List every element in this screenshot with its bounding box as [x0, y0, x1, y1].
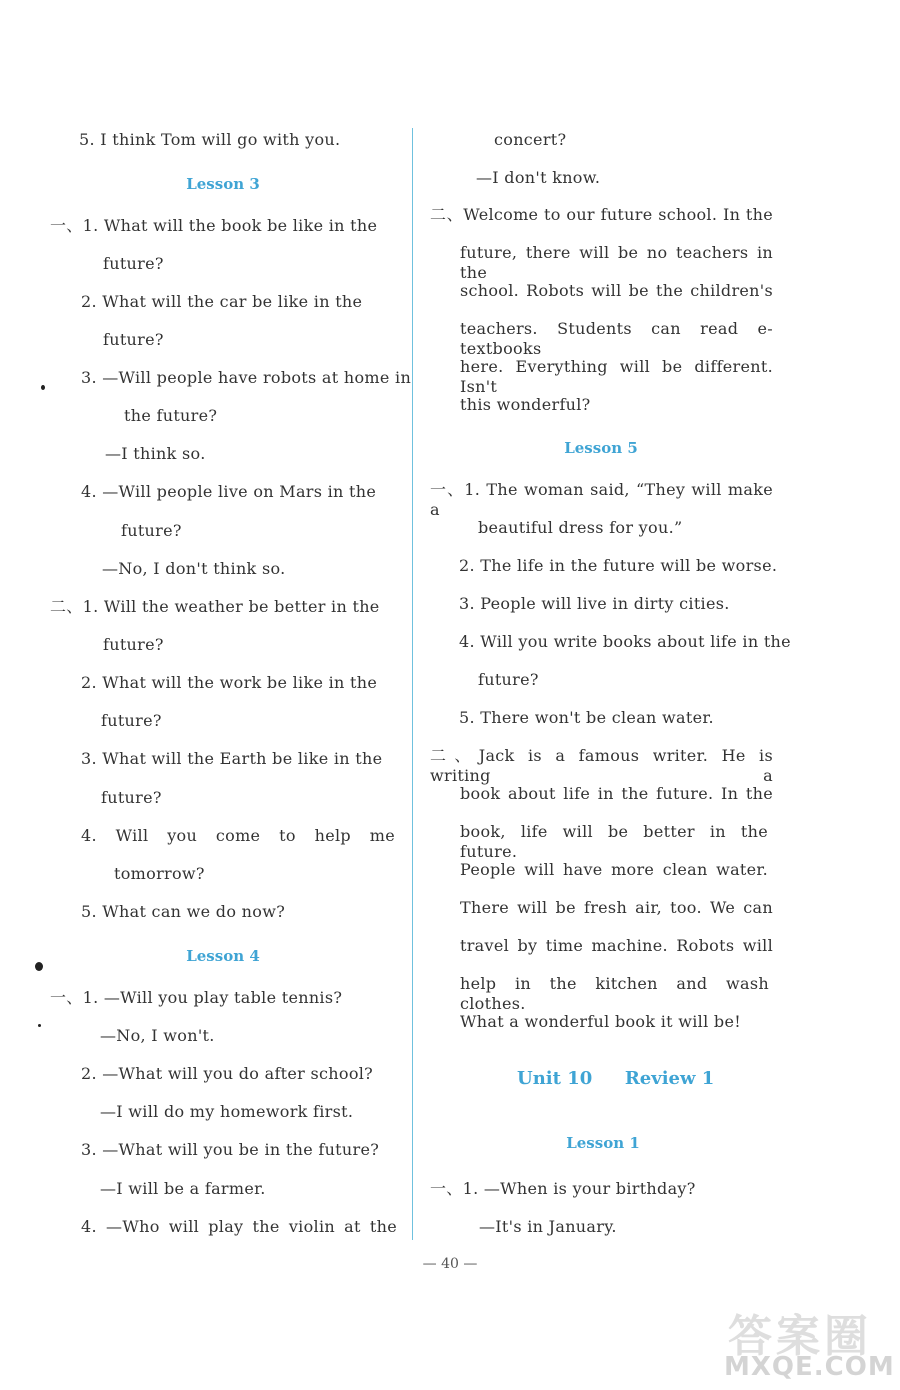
- answer-line: 3. —What will you be in the future?: [81, 1140, 380, 1159]
- answer-line: future?: [103, 330, 164, 349]
- answer-line: 4. Will you write books about life in the: [459, 632, 791, 651]
- answer-line: travel by time machine. Robots will: [460, 936, 773, 955]
- answer-line: here. Everything will be different. Isn't: [460, 357, 773, 396]
- watermark-top-text: 答案圈: [728, 1311, 872, 1362]
- watermark-bottom-text: MXQE.COM: [724, 1352, 895, 1382]
- answer-line: 2. The life in the future will be worse.: [459, 556, 778, 575]
- lesson-5-heading: Lesson 5: [564, 439, 638, 457]
- unit-review-title: Review 1: [624, 1068, 715, 1089]
- answer-line: help in the kitchen and wash clothes.: [460, 974, 769, 1013]
- answer-line: the future?: [124, 406, 218, 425]
- answer-line: future, there will be no teachers in the: [460, 243, 773, 282]
- answer-line: 3. What will the Earth be like in the: [81, 749, 383, 768]
- answer-line: this wonderful?: [460, 395, 591, 414]
- answer-line: future?: [121, 521, 182, 540]
- answer-line: tomorrow?: [114, 864, 205, 883]
- answer-line: 5. There won't be clean water.: [459, 708, 714, 727]
- answer-line: 一、1. —When is your birthday?: [430, 1179, 696, 1198]
- answer-line: teachers. Students can read e-textbooks: [460, 319, 773, 358]
- answer-line: —I will do my homework first.: [100, 1102, 354, 1121]
- answer-line: 一、1. The woman said, “They will make a: [430, 480, 773, 519]
- answer-line: —No, I won't.: [100, 1026, 215, 1045]
- answer-line: 2. What will the car be like in the: [81, 292, 363, 311]
- answer-line: school. Robots will be the children's: [460, 281, 773, 300]
- answer-line: —I will be a farmer.: [100, 1179, 266, 1198]
- ink-speck: [35, 962, 43, 971]
- answer-line: future?: [478, 670, 539, 689]
- unit-title: Unit 10: [517, 1068, 593, 1089]
- answer-line: There will be fresh air, too. We can: [460, 898, 773, 917]
- answer-line: 4. —Will people live on Mars in the: [81, 482, 377, 501]
- lesson-4-heading: Lesson 4: [186, 947, 260, 965]
- answer-line: —I don't know.: [476, 168, 601, 187]
- answer-line: What a wonderful book it will be!: [460, 1012, 741, 1031]
- answer-line: 4. Will you come to help me: [81, 826, 395, 845]
- answer-line: 二、1. Will the weather be better in the: [50, 597, 380, 616]
- answer-line: —It's in January.: [479, 1217, 617, 1236]
- answer-line: —No, I don't think so.: [102, 559, 286, 578]
- answer-line: 3. People will live in dirty cities.: [459, 594, 730, 613]
- answer-line: concert?: [494, 130, 567, 149]
- answer-line: future?: [103, 254, 164, 273]
- ink-speck: [38, 1024, 41, 1027]
- answer-line: People will have more clean water.: [460, 860, 768, 879]
- lesson-3-heading: Lesson 3: [186, 175, 260, 193]
- lesson-1-heading: Lesson 1: [566, 1134, 640, 1152]
- answer-line: beautiful dress for you.”: [478, 518, 683, 537]
- answer-line: book, life will be better in the future.: [460, 822, 768, 861]
- answer-line: 二、Jack is a famous writer. He is writing a: [430, 746, 773, 785]
- watermark-logo: [718, 1298, 894, 1384]
- answer-line: future?: [103, 635, 164, 654]
- answer-line: 3. —Will people have robots at home in: [81, 368, 412, 387]
- answer-line: 5. What can we do now?: [81, 902, 286, 921]
- answer-line: —I think so.: [105, 444, 206, 463]
- answer-line: book about life in the future. In the: [460, 784, 773, 803]
- answer-line: 一、1. —Will you play table tennis?: [50, 988, 343, 1007]
- answer-line: 5. I think Tom will go with you.: [79, 130, 341, 149]
- answer-line: 2. What will the work be like in the: [81, 673, 378, 692]
- answer-line: 2. —What will you do after school?: [81, 1064, 374, 1083]
- page-number: — 40 —: [422, 1256, 478, 1272]
- answer-line: future?: [101, 788, 162, 807]
- answer-line: 一、1. What will the book be like in the: [50, 216, 378, 235]
- answer-line: 二、Welcome to our future school. In the: [430, 205, 773, 224]
- answer-line: 4. —Who will play the violin at the: [81, 1217, 397, 1236]
- unit-heading: [517, 1068, 714, 1090]
- ink-speck: [41, 385, 45, 390]
- answer-line: future?: [101, 711, 162, 730]
